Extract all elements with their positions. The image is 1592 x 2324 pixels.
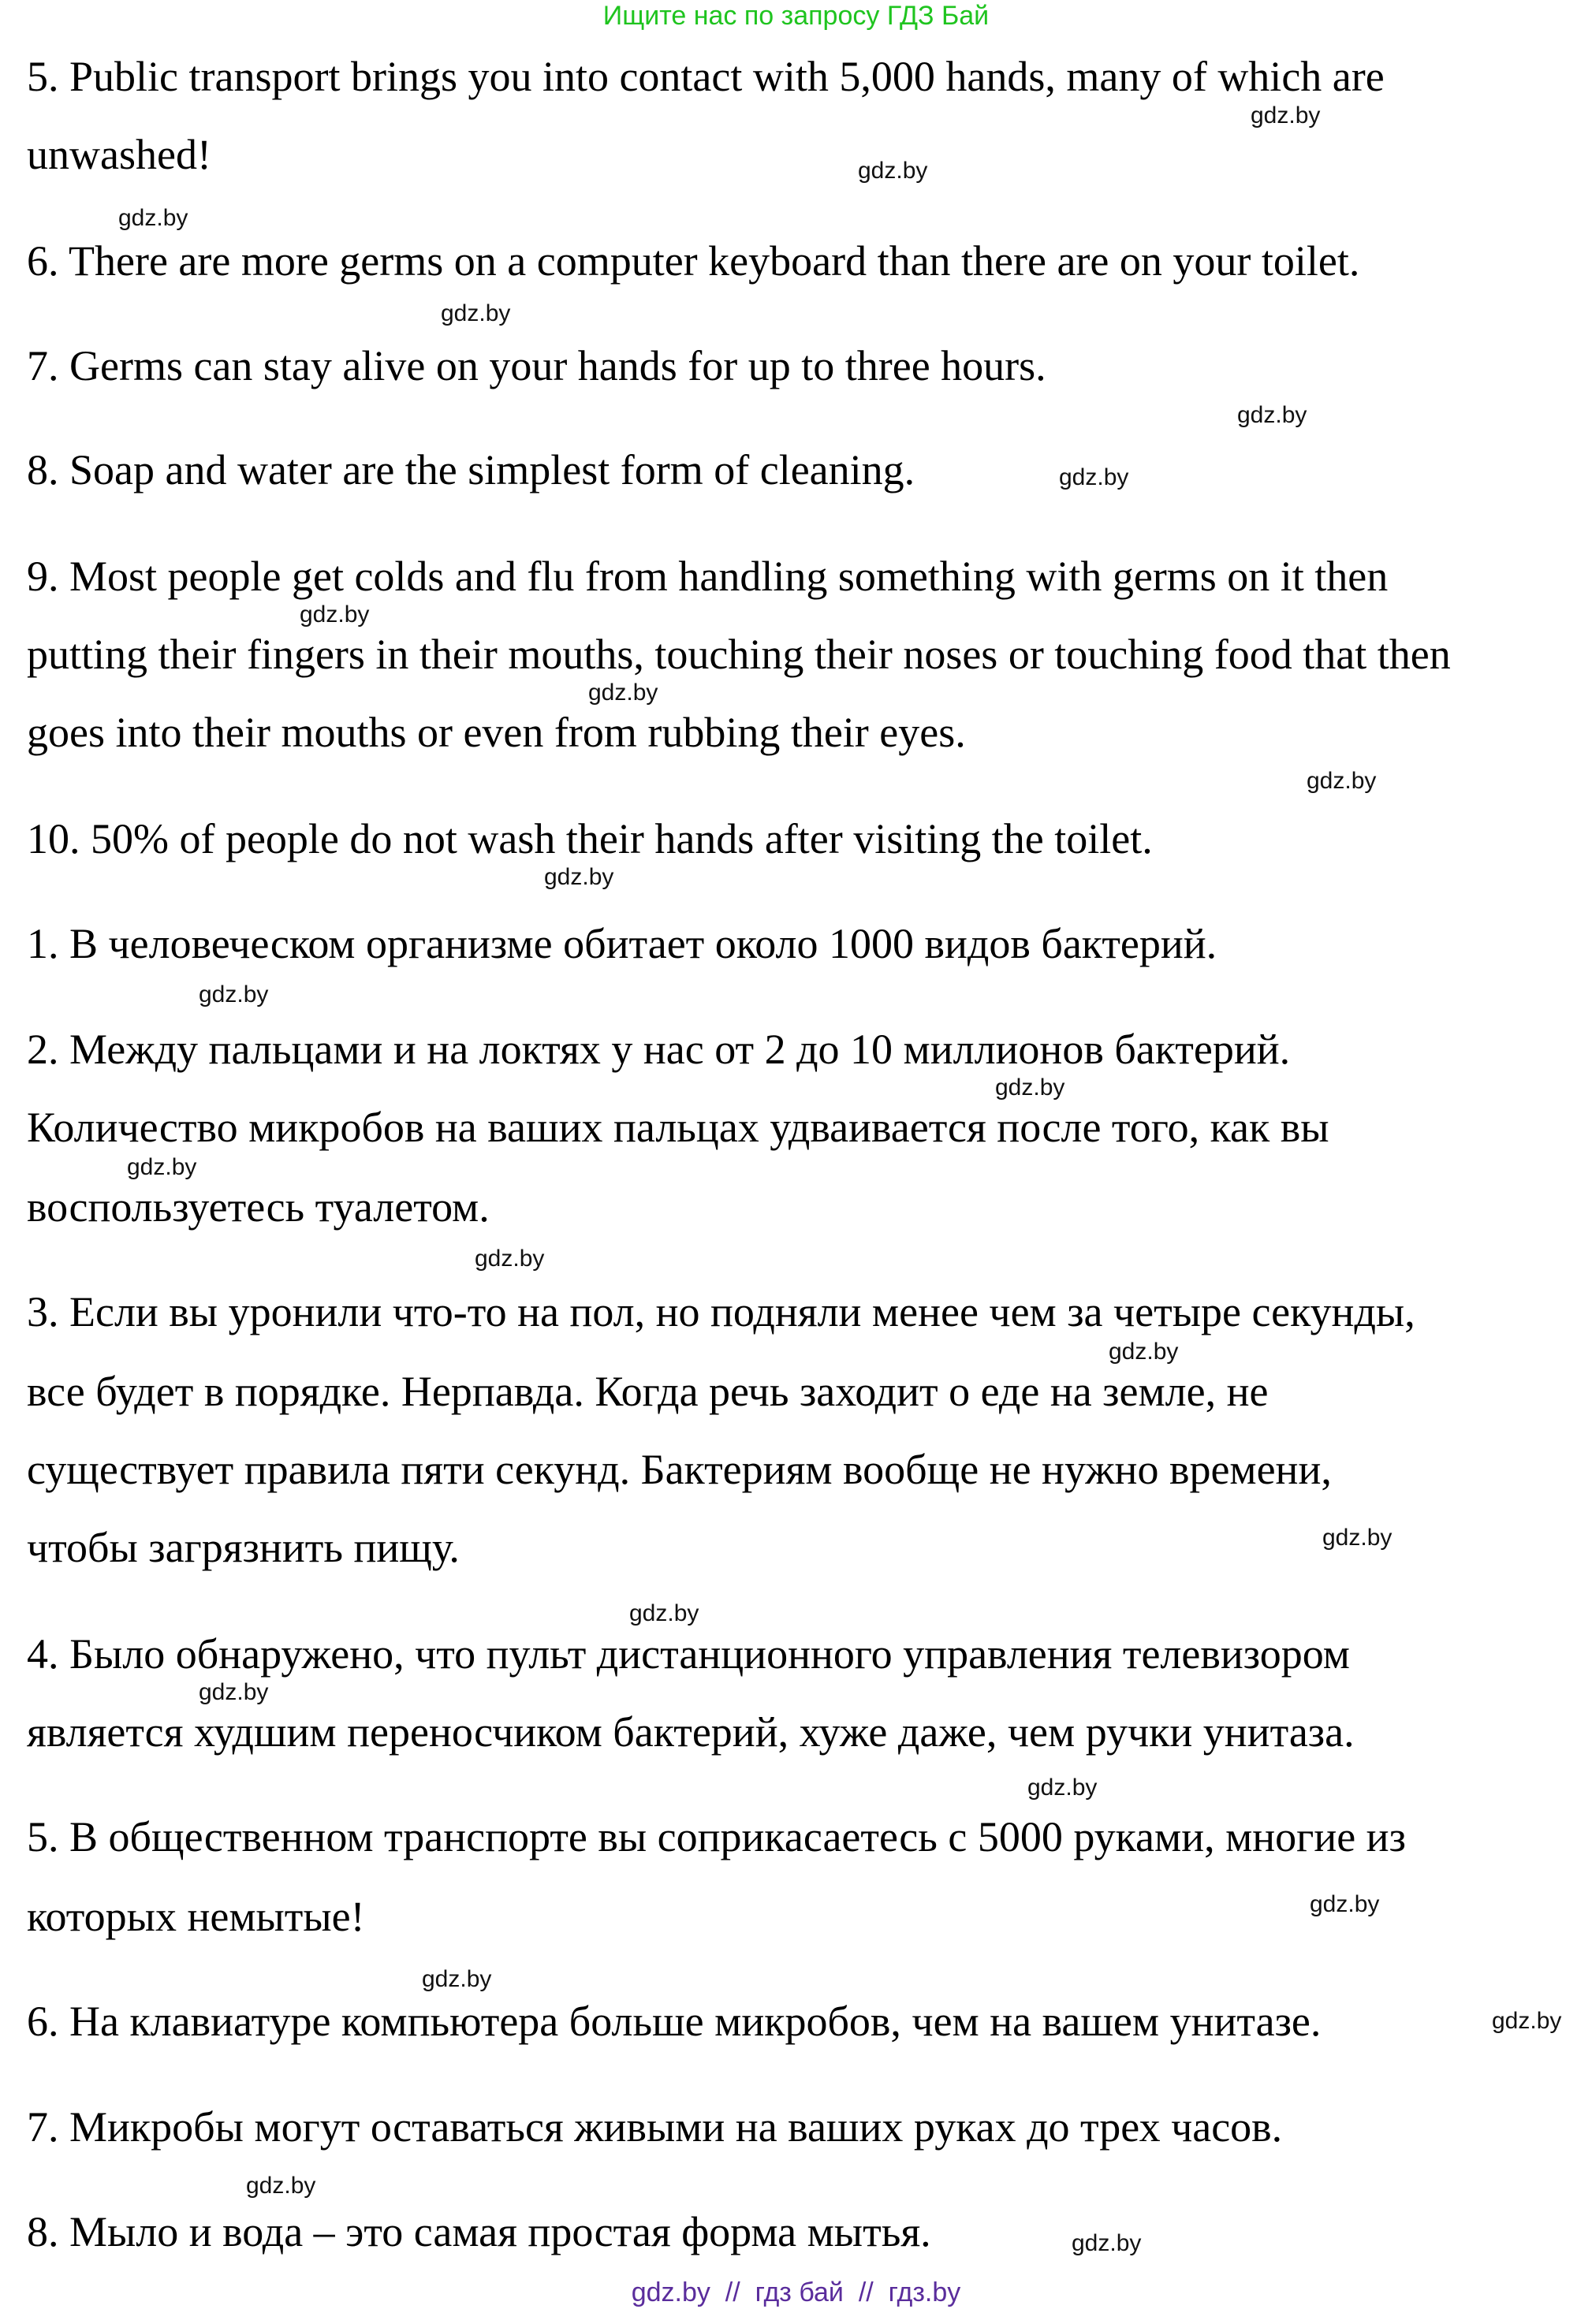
text-line: все будет в порядке. Нерпавда. Когда речь заходит о еде на земле, не bbox=[27, 1368, 1269, 1415]
text-line: 8. Мыло и вода – это самая простая форма мытья. bbox=[27, 2208, 931, 2255]
watermark: gdz.by bbox=[1109, 1339, 1179, 1365]
text-line: которых немытые! bbox=[27, 1893, 365, 1940]
footer-links: gdz.by // гдз бай // гдз.by bbox=[631, 2277, 961, 2307]
text-line: 6. На клавиатуре компьютера больше микробов, чем на вашем унитазе. bbox=[27, 1998, 1322, 2045]
text-line: Количество микробов на ваших пальцах удваивается после того, как вы bbox=[27, 1104, 1329, 1151]
watermark: gdz.by bbox=[1307, 768, 1377, 794]
watermark: gdz.by bbox=[1059, 464, 1129, 490]
watermark: gdz.by bbox=[1251, 102, 1321, 128]
text-line: unwashed! bbox=[27, 131, 211, 178]
text-line: 10. 50% of people do not wash their hands after visiting the toilet. bbox=[27, 815, 1153, 862]
text-line: чтобы загрязнить пищу. bbox=[27, 1524, 460, 1571]
watermark: gdz.by bbox=[199, 1679, 269, 1705]
text-line: 2. Между пальцами и на локтях у нас от 2 до 10 миллионов бактерий. bbox=[27, 1026, 1291, 1073]
text-line: 9. Most people get colds and flu from handling something with germs on it then bbox=[27, 553, 1389, 600]
watermark: gdz.by bbox=[441, 300, 511, 326]
text-line: 7. Germs can stay alive on your hands for up to three hours. bbox=[27, 342, 1046, 389]
text-line: goes into their mouths or even from rubbing their eyes. bbox=[27, 709, 966, 756]
text-line: 5. Public transport brings you into contact with 5,000 hands, many of which are bbox=[27, 53, 1385, 100]
text-line: 8. Soap and water are the simplest form of cleaning. bbox=[27, 446, 915, 493]
watermark: gdz.by bbox=[588, 680, 658, 706]
text-line: 7. Микробы могут оставаться живыми на ваших руках до трех часов. bbox=[27, 2103, 1283, 2151]
watermark: gdz.by bbox=[1322, 1525, 1393, 1551]
watermark: gdz.by bbox=[1237, 402, 1307, 428]
watermark: gdz.by bbox=[199, 981, 269, 1007]
text-line: 3. Если вы уронили что-то на пол, но подняли менее чем за четыре секунды, bbox=[27, 1288, 1415, 1335]
watermark: gdz.by bbox=[858, 158, 928, 184]
text-line: 4. Было обнаружено, что пульт дистанционного управления телевизором bbox=[27, 1630, 1350, 1678]
watermark: gdz.by bbox=[1027, 1775, 1098, 1801]
watermark: gdz.by bbox=[544, 864, 614, 890]
text-line: является худшим переносчиком бактерий, хуже даже, чем ручки унитаза. bbox=[27, 1708, 1355, 1756]
watermark: gdz.by bbox=[127, 1154, 197, 1180]
watermark: gdz.by bbox=[629, 1600, 699, 1626]
watermark: gdz.by bbox=[1072, 2230, 1142, 2256]
watermark: gdz.by bbox=[422, 1966, 492, 1992]
text-line: 5. В общественном транспорте вы соприкасаетесь с 5000 руками, многие из bbox=[27, 1813, 1406, 1860]
text-line: 1. В человеческом организме обитает около 1000 видов бактерий. bbox=[27, 920, 1217, 967]
watermark: gdz.by bbox=[995, 1074, 1065, 1101]
watermark: gdz.by bbox=[246, 2173, 316, 2199]
search-hint-header: Ищите нас по запросу ГДЗ Бай bbox=[602, 1, 990, 31]
text-line: putting their fingers in their mouths, touching their noses or touching food that then bbox=[27, 631, 1451, 678]
watermark: gdz.by bbox=[300, 601, 370, 628]
watermark: gdz.by bbox=[118, 205, 188, 231]
watermark: gdz.by bbox=[475, 1246, 545, 1272]
text-line: воспользуетесь туалетом. bbox=[27, 1183, 490, 1231]
watermark: gdz.by bbox=[1310, 1891, 1380, 1917]
watermark: gdz.by bbox=[1492, 2008, 1562, 2034]
text-line: 6. There are more germs on a computer keyboard than there are on your toilet. bbox=[27, 237, 1360, 285]
text-line: существует правила пяти секунд. Бактериям вообще не нужно времени, bbox=[27, 1446, 1332, 1493]
